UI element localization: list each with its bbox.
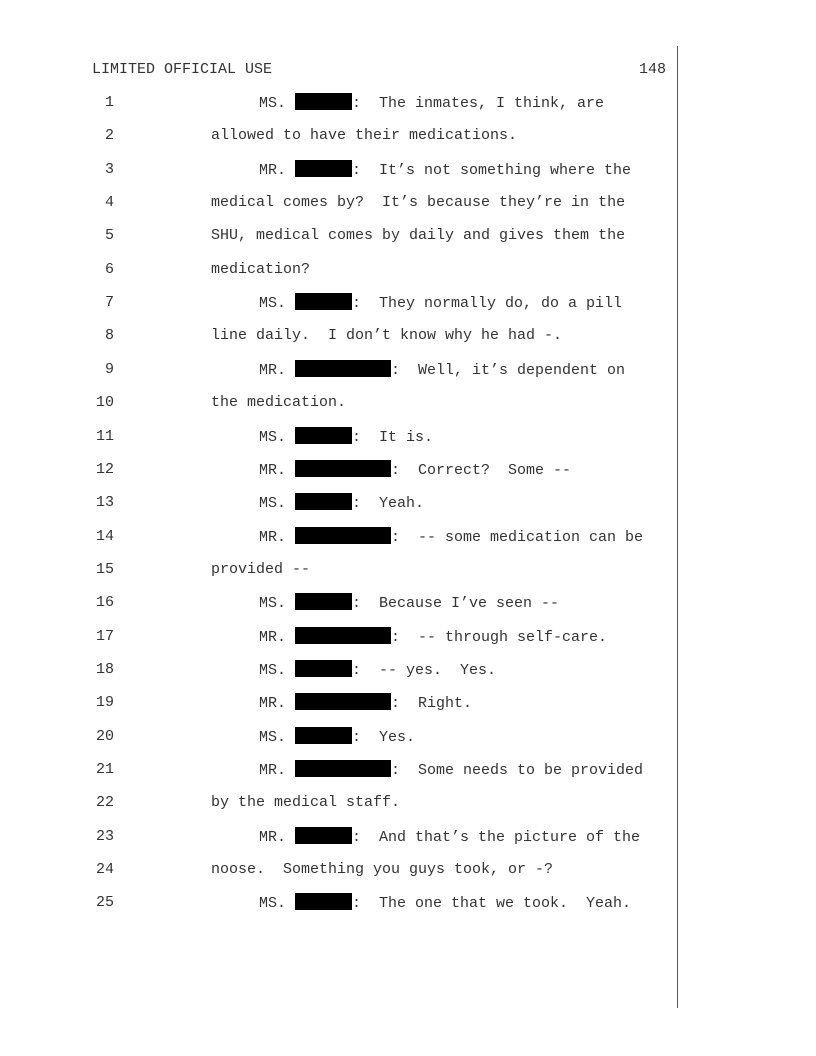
line-number: 25 <box>95 894 114 912</box>
redacted-name <box>295 493 352 510</box>
speech-text: : They normally do, do a pill <box>352 295 623 313</box>
speaker-title: MR. <box>259 628 296 646</box>
speech-text: : It is. <box>352 428 434 446</box>
line-number: 3 <box>104 160 114 178</box>
transcript-line <box>0 393 816 413</box>
transcript-line <box>0 493 816 513</box>
speaker-title: MR. <box>259 828 296 846</box>
redacted-name <box>295 360 391 377</box>
line-number: 9 <box>104 360 114 378</box>
speaker-line <box>259 527 643 548</box>
speaker-title: MS. <box>259 728 296 746</box>
speaker-title: MS. <box>259 895 296 913</box>
speech-text: : Yes. <box>352 728 416 746</box>
speaker-line <box>259 760 643 781</box>
transcript-line <box>0 593 816 613</box>
speech-text: : The one that we took. Yeah. <box>352 895 632 913</box>
line-number: 19 <box>95 694 114 712</box>
transcript-line <box>0 226 816 246</box>
speaker-line <box>259 293 622 314</box>
speaker-line <box>259 693 472 714</box>
line-number: 6 <box>104 260 114 278</box>
continuation-text: the medication. <box>211 394 347 412</box>
speech-text: : Because I’ve seen -- <box>352 595 560 613</box>
speaker-title: MR. <box>259 762 296 779</box>
transcript-line <box>0 93 816 113</box>
speaker-line <box>259 160 631 181</box>
line-number: 17 <box>95 627 114 645</box>
speaker-title: MR. <box>259 695 296 713</box>
speaker-line <box>259 827 640 848</box>
redacted-name <box>295 460 391 477</box>
transcript-line <box>0 660 816 680</box>
redacted-name <box>295 627 391 644</box>
line-number: 22 <box>95 794 114 812</box>
speaker-line <box>259 627 607 648</box>
speech-text: : Well, it’s dependent on <box>391 361 626 379</box>
line-number: 4 <box>104 194 114 212</box>
transcript-line <box>0 827 816 847</box>
transcript-line <box>0 160 816 180</box>
continuation-text: provided -- <box>211 560 311 578</box>
speaker-title: MR. <box>259 461 296 479</box>
redacted-name <box>295 693 391 710</box>
speaker-title: MR. <box>259 361 296 379</box>
line-number: 18 <box>95 660 114 678</box>
speaker-line <box>259 360 625 381</box>
redacted-name <box>295 427 352 444</box>
line-number: 5 <box>104 227 114 245</box>
transcript-line <box>0 727 816 747</box>
redacted-name <box>295 893 352 910</box>
transcript-line <box>0 860 816 880</box>
line-number: 11 <box>95 427 114 445</box>
line-number: 15 <box>95 560 114 578</box>
speech-text: : Correct? Some -- <box>391 461 572 479</box>
transcript-line <box>0 693 816 713</box>
speaker-title: MR. <box>259 161 296 179</box>
transcript-line <box>0 760 816 780</box>
redacted-name <box>295 727 352 744</box>
speaker-title: MR. <box>259 528 296 546</box>
transcript-line <box>0 793 816 813</box>
line-number: 2 <box>104 127 114 145</box>
speaker-title: MS. <box>259 595 296 613</box>
transcript-line <box>0 126 816 146</box>
transcript-line <box>0 627 816 647</box>
speaker-title: MS. <box>259 661 296 679</box>
redacted-name <box>295 827 352 844</box>
continuation-text: medical comes by? It’s because they’re in the <box>211 194 626 212</box>
redacted-name <box>295 527 391 544</box>
speaker-line <box>259 93 604 114</box>
line-number: 20 <box>95 727 114 745</box>
speech-text: : -- some medication can be <box>391 528 644 546</box>
transcript-line <box>0 260 816 280</box>
continuation-text: line daily. I don’t know why he had -. <box>211 327 563 345</box>
line-number: 21 <box>95 761 114 778</box>
continuation-text: by the medical staff. <box>211 794 401 812</box>
classification-header: LIMITED OFFICIAL USE <box>92 61 273 78</box>
transcript-line <box>0 427 816 447</box>
redacted-name <box>295 660 352 677</box>
speaker-title: MS. <box>259 428 296 446</box>
redacted-name <box>295 593 352 610</box>
speaker-line <box>259 660 496 681</box>
transcript-line <box>0 326 816 346</box>
speaker-title: MS. <box>259 95 296 112</box>
speech-text: : -- yes. Yes. <box>352 661 497 679</box>
speech-text: : Some needs to be provided <box>391 762 644 779</box>
speech-text: : And that’s the picture of the <box>352 828 641 846</box>
page-number: 148 <box>638 61 666 78</box>
line-number: 23 <box>95 827 114 845</box>
redacted-name <box>295 160 352 177</box>
speaker-line <box>259 593 559 614</box>
transcript-line <box>0 460 816 480</box>
transcript-line <box>0 893 816 913</box>
speaker-line <box>259 427 433 448</box>
transcript-line <box>0 293 816 313</box>
speaker-line <box>259 460 571 481</box>
speaker-line <box>259 727 415 748</box>
line-number: 14 <box>95 527 114 545</box>
continuation-text: noose. Something you guys took, or -? <box>211 861 554 879</box>
line-number: 13 <box>95 494 114 512</box>
transcript-line <box>0 560 816 580</box>
line-number: 24 <box>95 861 114 879</box>
line-number: 12 <box>95 460 114 478</box>
speaker-title: MS. <box>259 495 296 513</box>
speech-text: : It’s not something where the <box>352 161 632 179</box>
redacted-name <box>295 760 391 777</box>
speech-text: : The inmates, I think, are <box>352 95 605 112</box>
speech-text: : -- through self-care. <box>391 628 608 646</box>
continuation-text: allowed to have their medications. <box>211 127 518 145</box>
line-number: 1 <box>104 94 114 111</box>
speaker-line <box>259 893 631 914</box>
line-number: 10 <box>95 394 114 412</box>
line-number: 8 <box>104 327 114 345</box>
redacted-name <box>295 93 352 110</box>
speech-text: : Right. <box>391 695 473 713</box>
transcript-line <box>0 360 816 380</box>
transcript-line <box>0 193 816 213</box>
continuation-text: SHU, medical comes by daily and gives them the <box>211 227 626 245</box>
transcript-line <box>0 527 816 547</box>
line-number: 16 <box>95 594 114 612</box>
continuation-text: medication? <box>211 260 311 278</box>
speaker-line <box>259 493 424 514</box>
speaker-title: MS. <box>259 295 296 313</box>
line-number: 7 <box>104 294 114 312</box>
speech-text: : Yeah. <box>352 495 425 513</box>
redacted-name <box>295 293 352 310</box>
